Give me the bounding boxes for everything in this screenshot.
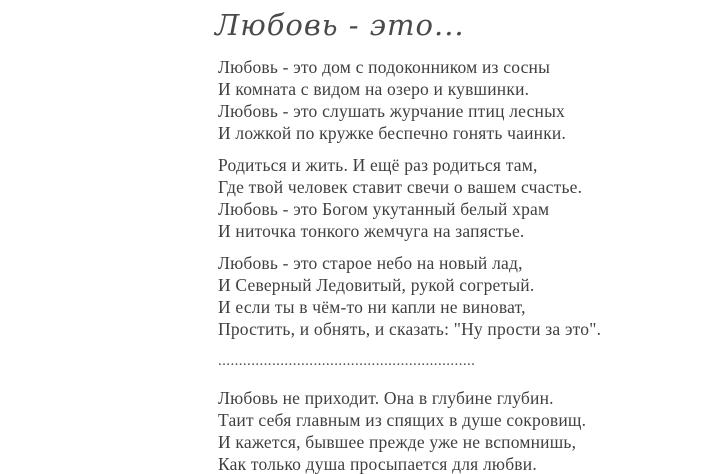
poem-line: Где твой человек ставит свечи о вашем счастье.	[218, 177, 583, 197]
stanza-3	[218, 252, 601, 340]
poem-line: И кажется, бывшее прежде уже не вспомнишь,	[218, 432, 577, 452]
poem-line: И ниточка тонкого жемчуга на запястье.	[218, 221, 525, 241]
poem-line: Любовь - это Богом укутанный белый храм	[218, 199, 550, 219]
poem-line: Любовь - это старое небо на новый лад,	[218, 253, 523, 273]
poem-line: И если ты в чём-то ни капли не виноват,	[218, 297, 526, 317]
stanza-separator: ..............................................................	[218, 353, 476, 369]
stanza-2	[218, 154, 601, 242]
poem-body	[218, 56, 601, 474]
poem-line: Любовь - это дом с подоконником из сосны	[218, 57, 551, 77]
poem-line: Любовь не приходит. Она в глубине глубин.	[218, 388, 554, 408]
poem-line: И ложкой по кружке беспечно гонять чаинки.	[218, 123, 567, 143]
poem-line: Таит себя главным из спящих в душе сокровищ.	[218, 410, 587, 430]
stanza-1	[218, 56, 601, 144]
stanza-4	[218, 387, 601, 474]
poem-line: Как только душа просыпается для любви.	[218, 454, 537, 474]
poem-line: И комната с видом на озеро и кувшинки.	[218, 79, 530, 99]
poem-line: Родиться и жить. И ещё раз родиться там,	[218, 155, 538, 175]
poem-title: Любовь - это...	[215, 8, 465, 42]
poem-line: И Северный Ледовитый, рукой согретый.	[218, 275, 535, 295]
poem-line: Простить, и обнять, и сказать: "Ну прости за это".	[218, 319, 602, 339]
poem-line: Любовь - это слушать журчание птиц лесных	[218, 101, 566, 121]
